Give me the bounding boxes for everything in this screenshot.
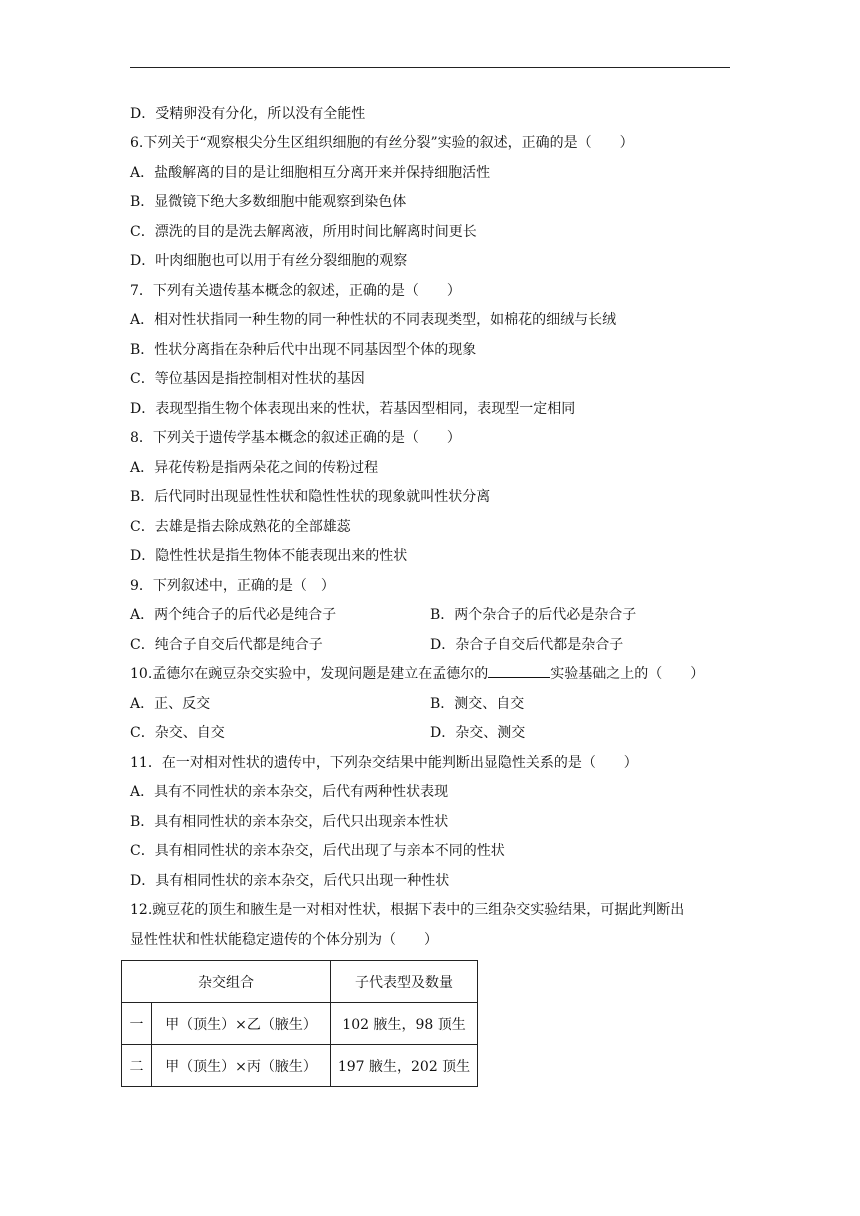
- q8-option-c: C．去雄是指去除成熟花的全部雄蕊: [130, 519, 351, 535]
- q7-option-b: B．性状分离指在杂种后代中出现不同基因型个体的现象: [130, 342, 477, 358]
- q6-option-c: C．漂洗的目的是洗去解离液，所用时间比解离时间更长: [130, 224, 477, 240]
- q10-option-b: B．测交、自交: [430, 696, 525, 712]
- cross-results-table: [121, 960, 478, 1087]
- header-offspring-result: 子代表型及数量: [331, 961, 478, 1003]
- q5-option-d: D．受精卵没有分化，所以没有全能性: [130, 106, 366, 122]
- q11-option-a: A．具有不同性状的亲本杂交，后代有两种性状表现: [130, 784, 449, 800]
- row-result: 102 腋生，98 顶生: [331, 1003, 478, 1045]
- q11-option-b: B．具有相同性状的亲本杂交，后代只出现亲本性状: [130, 814, 449, 830]
- q6-stem: 6.下列关于“观察根尖分生区组织细胞的有丝分裂”实验的叙述，正确的是（ ）: [130, 135, 634, 151]
- q12-stem-line1: 12.豌豆花的顶生和腋生是一对相对性状，根据下表中的三组杂交实验结果，可据此判断出: [130, 902, 685, 918]
- q9-option-a: A．两个纯合子的后代必是纯合子: [130, 607, 337, 623]
- q8-option-a: A．异花传粉是指两朵花之间的传粉过程: [130, 460, 379, 476]
- q8-option-d: D．隐性性状是指生物体不能表现出来的性状: [130, 548, 408, 564]
- header-cross-combination: 杂交组合: [122, 961, 331, 1003]
- q10-stem: [130, 664, 704, 684]
- q12-stem-line2: 显性性状和性状能稳定遗传的个体分别为（ ）: [130, 932, 438, 948]
- q6-option-b: B．显微镜下绝大多数细胞中能观察到染色体: [130, 194, 407, 210]
- q10-blank: [488, 665, 550, 678]
- q7-stem: 7．下列有关遗传基本概念的叙述，正确的是（ ）: [130, 283, 461, 299]
- row-index: 一: [122, 1003, 152, 1045]
- q10-option-c: C．杂交、自交: [130, 725, 225, 741]
- q8-stem: 8．下列关于遗传学基本概念的叙述正确的是（ ）: [130, 430, 461, 446]
- q11-stem: 11．在一对相对性状的遗传中，下列杂交结果中能判断出显隐性关系的是（ ）: [130, 755, 638, 771]
- q6-option-d: D．叶肉细胞也可以用于有丝分裂细胞的观察: [130, 253, 408, 269]
- q7-option-d: D．表现型指生物个体表现出来的性状，若基因型相同，表现型一定相同: [130, 401, 576, 417]
- row-combination: 甲（顶生）×乙（腋生）: [152, 1003, 331, 1045]
- table-header-row: [122, 961, 478, 1003]
- q8-option-b: B．后代同时出现显性性状和隐性性状的现象就叫性状分离: [130, 489, 491, 505]
- q7-option-a: A．相对性状指同一种生物的同一种性状的不同表现类型，如棉花的细绒与长绒: [130, 312, 617, 328]
- q10-option-a: A．正、反交: [130, 696, 211, 712]
- q11-option-d: D．具有相同性状的亲本杂交，后代只出现一种性状: [130, 873, 450, 889]
- q10-stem-prefix: 10.孟德尔在豌豆杂交实验中，发现问题是建立在孟德尔的: [130, 666, 489, 682]
- row-index: 二: [122, 1045, 152, 1087]
- q6-option-a: A．盐酸解离的目的是让细胞相互分离开来并保持细胞活性: [130, 165, 491, 181]
- q7-option-c: C．等位基因是指控制相对性状的基因: [130, 371, 365, 387]
- q10-option-d: D．杂交、测交: [430, 725, 526, 741]
- q9-option-c: C．纯合子自交后代都是纯合子: [130, 637, 323, 653]
- table-row: [122, 1045, 478, 1087]
- q9-option-b: B．两个杂合子的后代必是杂合子: [430, 607, 637, 623]
- row-combination: 甲（顶生）×丙（腋生）: [152, 1045, 331, 1087]
- q9-option-d: D．杂合子自交后代都是杂合子: [430, 637, 624, 653]
- q9-stem: 9．下列叙述中，正确的是（ ）: [130, 578, 335, 594]
- header-rule: [130, 67, 730, 68]
- table-row: [122, 1003, 478, 1045]
- row-result: 197 腋生，202 顶生: [331, 1045, 478, 1087]
- q11-option-c: C．具有相同性状的亲本杂交，后代出现了与亲本不同的性状: [130, 843, 505, 859]
- q10-stem-suffix: 实验基础之上的（ ）: [550, 666, 705, 682]
